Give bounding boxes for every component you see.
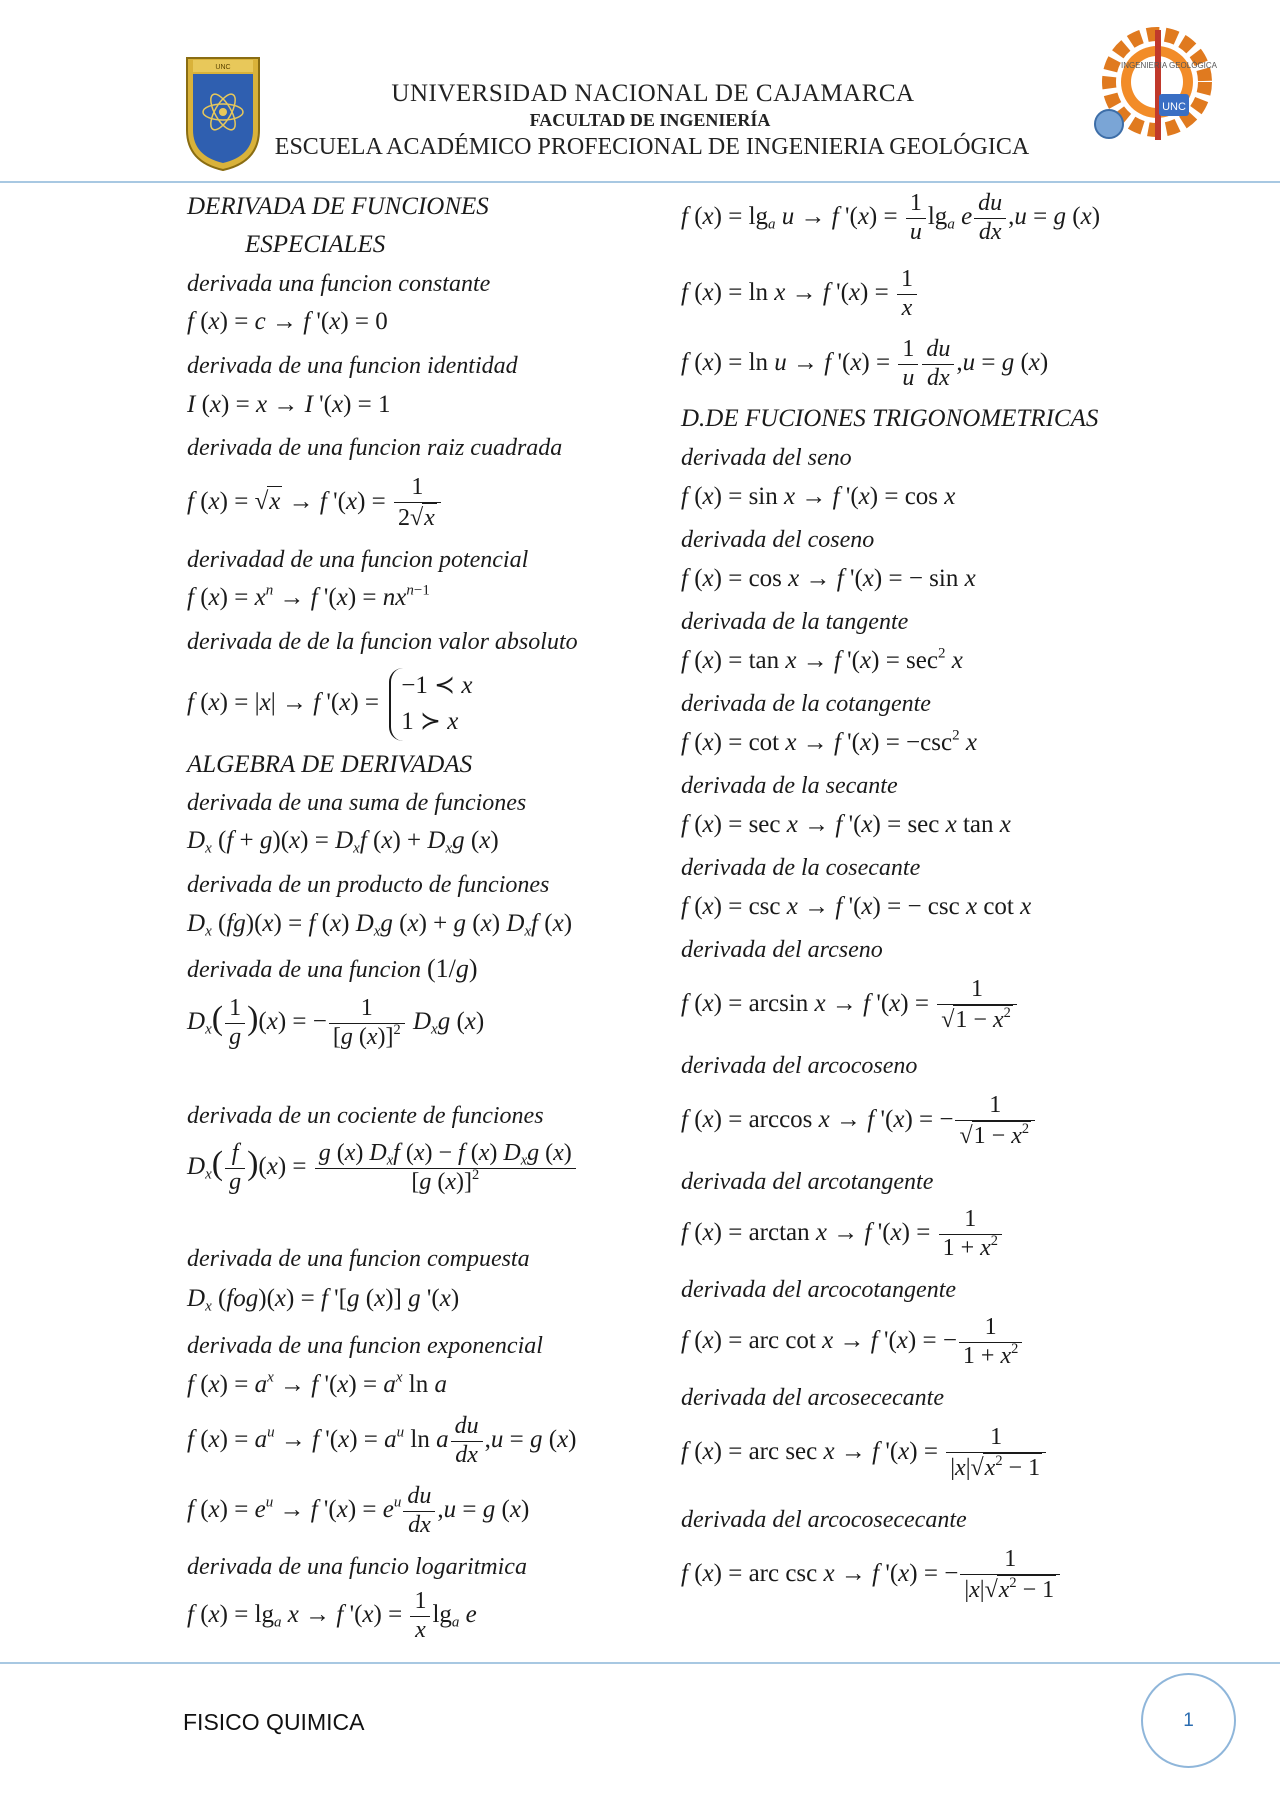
formula-power: f $(x) = x^n \to f$ '$(x) = nx^{n-1}$ xyxy=(187,582,430,611)
gear-caption-text: INGENIERIA GEOLÓGICA xyxy=(1120,61,1218,70)
label-arcsec: derivada del arcosececante xyxy=(681,1385,945,1411)
formula-arccot: f (x) = arc cot x → f '(x) = − $\frac{1}{1 + x^2}$ xyxy=(681,1314,1024,1370)
formula-reciprocal: $D_x$( $\frac{1}{g}$ )(x) = − $\frac{1}{[g (x)]^2}$ $D_xg$ (x) xyxy=(187,995,485,1050)
label-composite: derivada de una funcion compuesta xyxy=(187,1246,530,1272)
formula-arccsc: f (x) = arc csc x → f '(x) = − $\frac{1}{|x|√x^2 - 1}$ xyxy=(681,1546,1062,1604)
trig-title: D.DE FUCIONES TRIGONOMETRICAS xyxy=(681,405,1099,432)
formula-tan: f (x) = tan x → f '$(x) = \sec^2 x$ xyxy=(681,645,963,674)
section-title: DERIVADA DE FUNCIONES xyxy=(187,193,489,220)
label-arccsc: derivada del arcocosececante xyxy=(681,1507,967,1533)
formula-arccos: f (x) = arccos x → f '(x) = − $\frac{1}{√1 - x^2}$ xyxy=(681,1092,1037,1150)
formula-constant: f (x) = c → f '(x) = 0 xyxy=(187,308,388,335)
formula-exponential-a: f $(x) = a^x \to f$ '$(x) = a^x$ ln a xyxy=(187,1369,447,1398)
faculty-name: FACULTAD DE INGENIERÍA xyxy=(529,110,771,130)
shield-motto-text: UNC xyxy=(215,64,231,71)
formula-ln-x: f (x) = ln x → f '(x) = $\frac{1}{x}$ xyxy=(681,266,919,322)
formula-log-u: f $(x) = \lg_a u \to f$ '(x) = $\frac{1}{u}$ $\lg_a e$ $\frac{du}{dx}$ ,u = g (x) xyxy=(681,190,1101,245)
label-sec: derivada de la secante xyxy=(681,773,898,799)
university-name: UNIVERSIDAD NACIONAL DE CAJAMARCA xyxy=(391,80,915,107)
label-abs: derivada de de la funcion valor absoluto xyxy=(187,629,578,655)
formula-product: $D_x$ (fg)(x) = f (x) $D_xg$ (x) + g (x) $D_xf$ (x) xyxy=(187,910,573,940)
formula-cos: f (x) = cos x → f '(x) = − sin x xyxy=(681,565,976,592)
course-name: FISICO QUIMICA xyxy=(183,1709,365,1735)
label-sum: derivada de una suma de funciones xyxy=(187,790,527,816)
label-cot: derivada de la cotangente xyxy=(681,691,931,717)
label-sqrt: derivada de una funcion raiz cuadrada xyxy=(187,435,563,461)
label-csc: derivada de la cosecante xyxy=(681,855,921,881)
label-arccos: derivada del arcocoseno xyxy=(681,1053,918,1079)
label-reciprocal-text: derivada de una funcion xyxy=(187,957,421,983)
label-reciprocal: derivada de una funcion (1/g) xyxy=(187,954,478,983)
label-logarithmic: derivada de una funcio logaritmica xyxy=(187,1554,527,1580)
formula-sum: $D_x$ $(f + g)(x) = D_xf$ $(x) + D_xg$ (x) xyxy=(187,827,499,857)
formula-abs: f (x) = |x| → f '(x) = −1 ≺ x 1 ≻ x xyxy=(187,668,472,741)
label-arccot: derivada del arcocotangente xyxy=(681,1277,957,1303)
formula-sin: f (x) = sin x → f '(x) = cos x xyxy=(681,483,956,510)
header-divider xyxy=(0,181,1280,183)
footer-divider xyxy=(0,1662,1280,1664)
label-cos: derivada del coseno xyxy=(681,527,875,553)
formula-arcsin: f (x) = arcsin x → f '(x) = $\frac{1}{√1 - x^2}$ xyxy=(681,976,1019,1034)
formula-ln-u: f (x) = ln u → f '(x) = $\frac{1}{u}$ $\frac{du}{dx}$ ,u = g (x) xyxy=(681,336,1049,391)
formula-exponential-eu: f $(x) = e^u \to f$ '$(x) = e^u$ $\frac{du}{dx}$ ,u = g (x) xyxy=(187,1483,530,1538)
label-power: derivadad de una funcion potencial xyxy=(187,547,529,573)
formula-quotient: $D_x$( $\frac{f}{g}$ )(x) = $\frac{g (x) D_xf (x) - f (x) D_xg (x)}{[g (x)]^2}$ xyxy=(187,1140,578,1196)
formula-sec: f (x) = sec x → f '(x) = sec x tan x xyxy=(681,811,1011,838)
formula-arctan: f (x) = arctan x → f '(x) = $\frac{1}{1 + x^2}$ xyxy=(681,1206,1004,1262)
formula-arcsec: f (x) = arc sec x → f '(x) = $\frac{1}{|x|√x^2 - 1}$ xyxy=(681,1424,1048,1482)
label-arcsin: derivada del arcseno xyxy=(681,937,883,963)
page-number-badge xyxy=(1141,1673,1236,1768)
label-exponential: derivada de una funcion exponencial xyxy=(187,1333,543,1359)
label-tan: derivada de la tangente xyxy=(681,609,909,635)
formula-csc: f (x) = csc x → f '(x) = − csc x cot x xyxy=(681,893,1032,920)
algebra-title: ALGEBRA DE DERIVADAS xyxy=(187,751,473,778)
formula-logarithmic: f $(x) = \lg_a x \to f$ '(x) = $\frac{1}{x}$ $\lg_a e$ xyxy=(187,1588,477,1643)
gear-badge-text: UNC xyxy=(1162,101,1186,113)
label-sin: derivada del seno xyxy=(681,445,852,471)
page-number: 1 xyxy=(1183,1709,1194,1731)
formula-cot: f (x) = cot x → f '$(x) = -\csc^2$ x xyxy=(681,727,977,756)
formula-exponential-au: f $(x) = a^u \to f$ '$(x) = a^u$ ln a $\frac{du}{dx}$ ,u = g (x) xyxy=(187,1413,577,1468)
formula-sqrt: f (x) = √x → f '(x) = $\frac{1}{2√x}$ xyxy=(187,474,443,532)
label-identity: derivada de una funcion identidad xyxy=(187,353,518,379)
label-quotient: derivada de un cociente de funciones xyxy=(187,1103,544,1129)
label-product: derivada de un producto de funciones xyxy=(187,872,550,898)
section-title-cont: ESPECIALES xyxy=(245,231,386,258)
formula-identity: I (x) = x → I '(x) = 1 xyxy=(187,391,391,418)
label-constant: derivada una funcion constante xyxy=(187,271,491,297)
formula-composite: $D_x$ (fog)(x) = f '[g (x)] g '(x) xyxy=(187,1285,460,1315)
school-name: ESCUELA ACADÉMICO PROFECIONAL DE INGENIERIA GEOLÓGICA xyxy=(274,134,1030,160)
label-arctan: derivada del arcotangente xyxy=(681,1169,934,1195)
